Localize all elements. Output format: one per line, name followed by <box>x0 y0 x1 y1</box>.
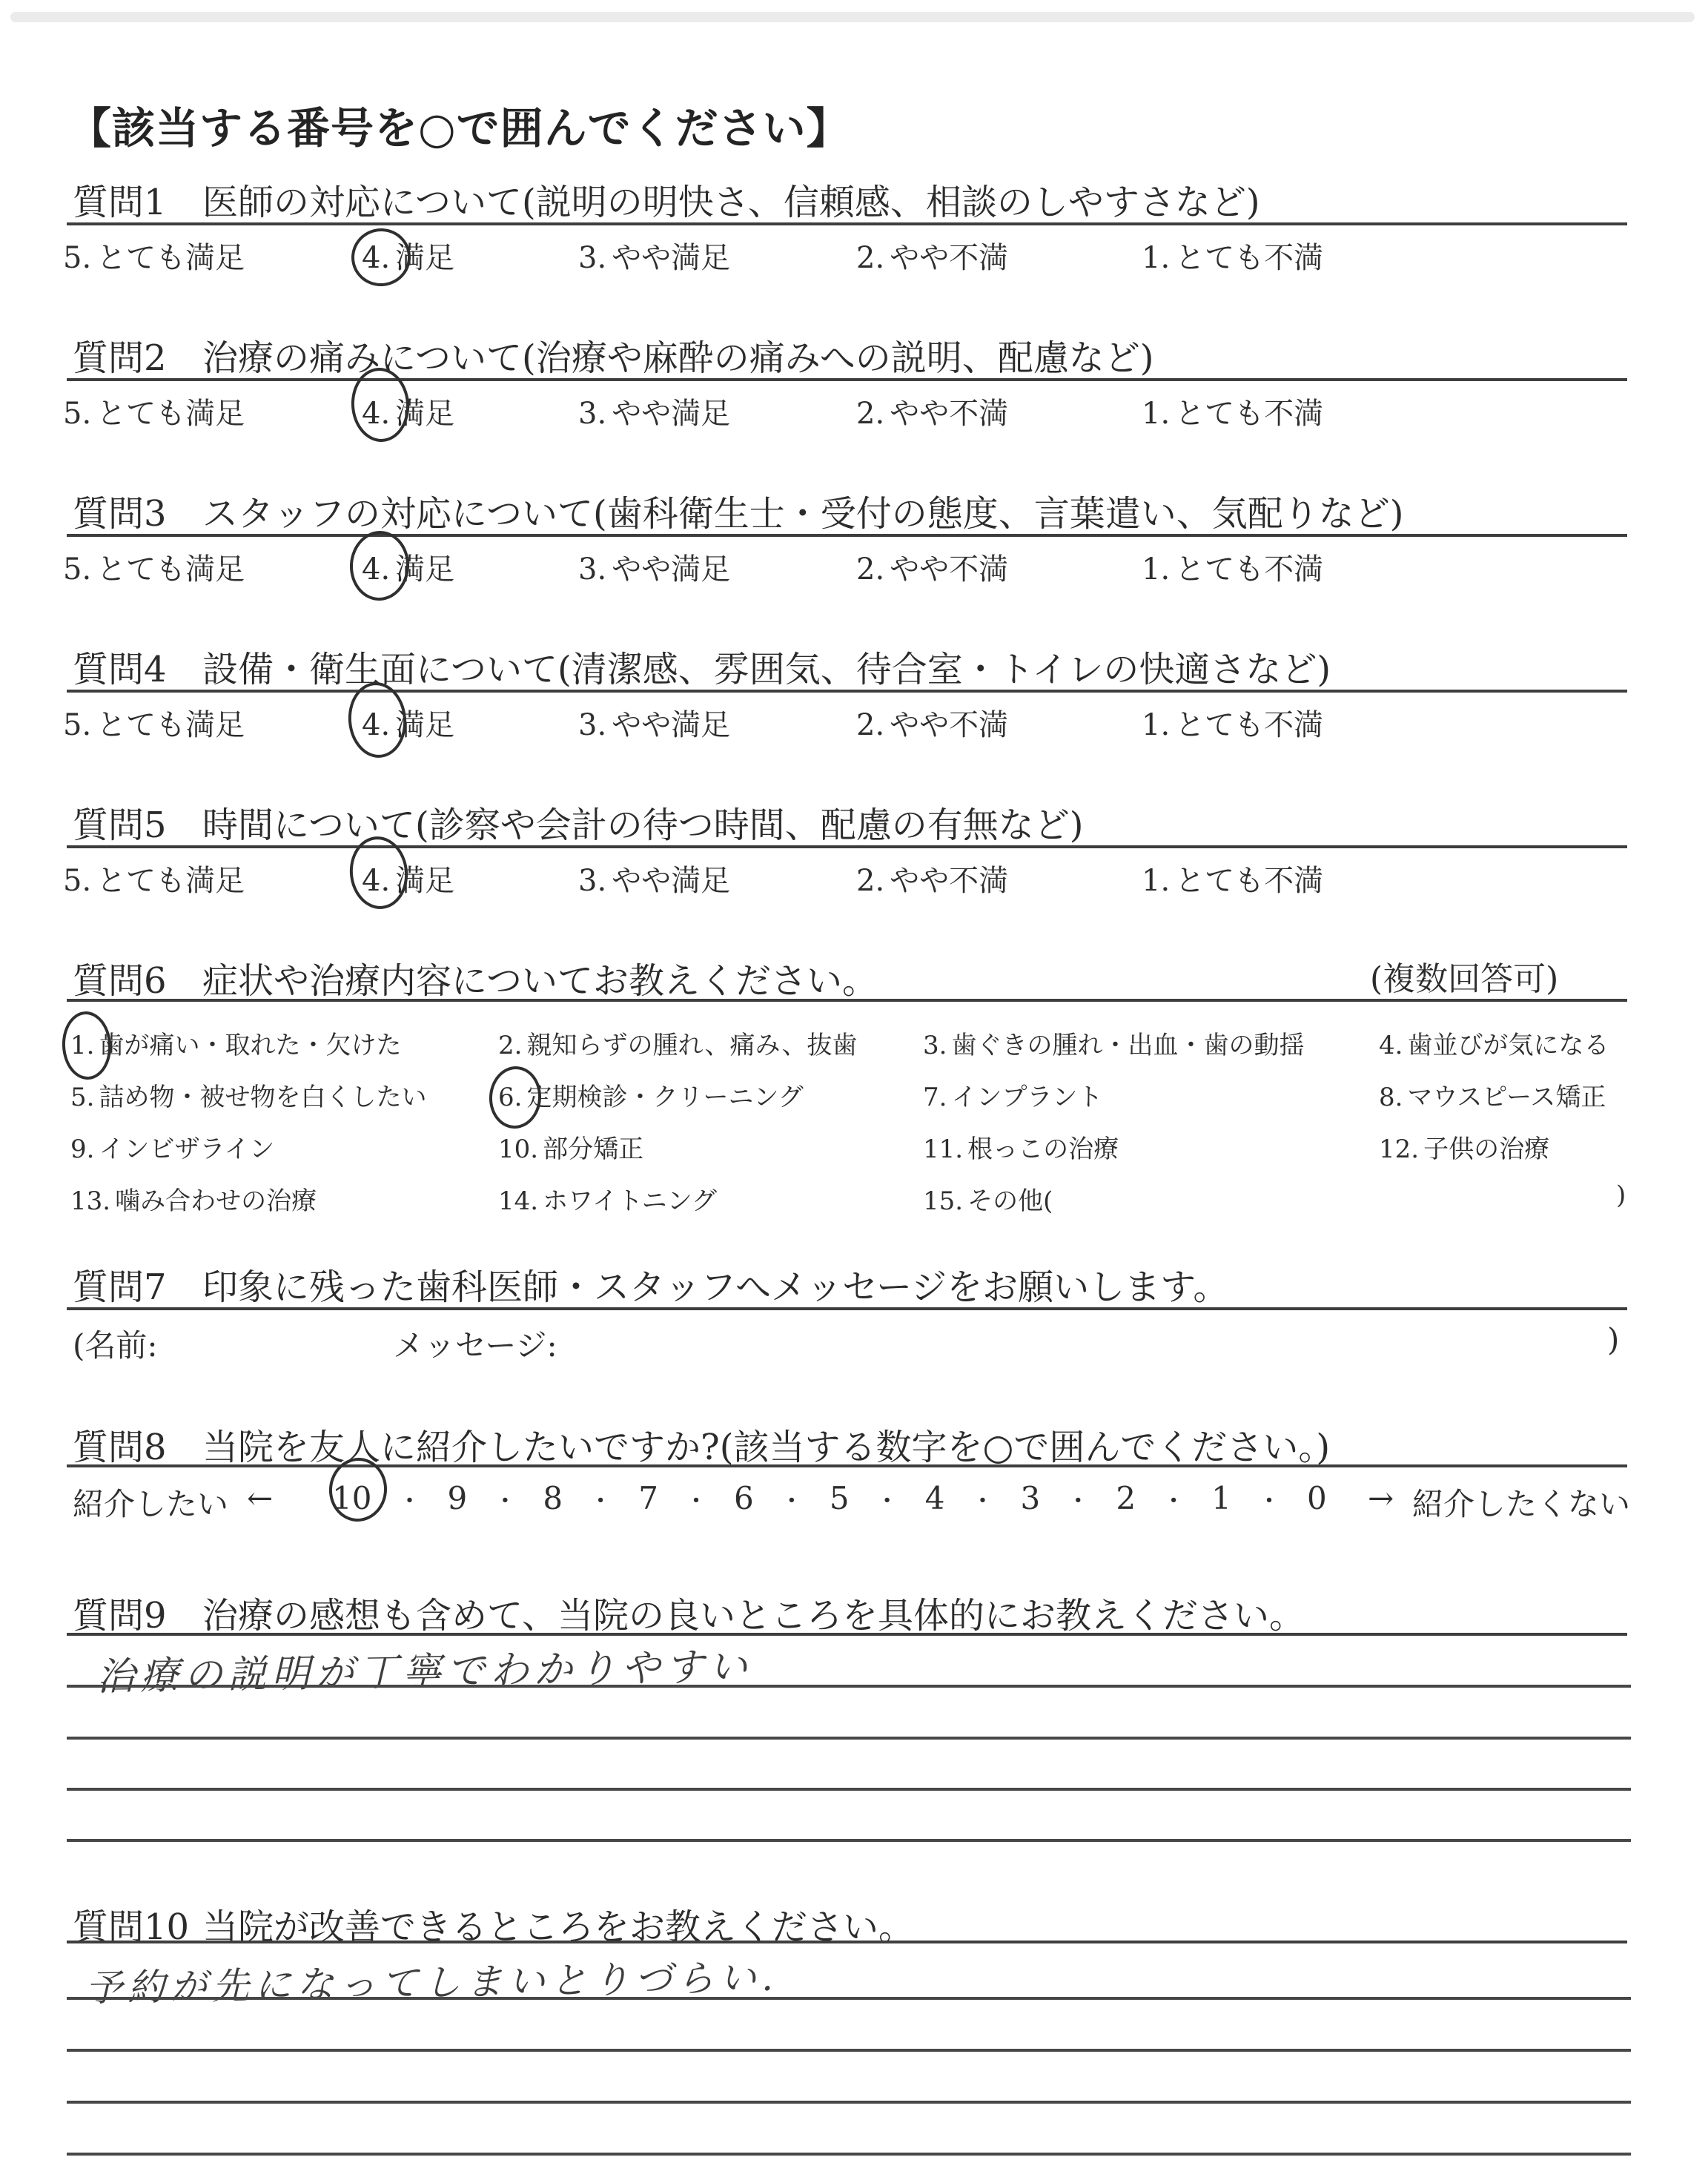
question-number: 質問6 <box>73 960 167 1002</box>
circled-answer-mark <box>61 1010 113 1080</box>
divider-rule <box>67 1307 1627 1310</box>
answer-line <box>67 1839 1631 1842</box>
nps-number-5: 5 <box>829 1480 850 1516</box>
nps-number-10: 10 <box>332 1480 372 1516</box>
name-label: (名前: <box>73 1327 158 1364</box>
question-title <box>73 485 1404 536</box>
question-number: 質問3 <box>73 493 167 535</box>
rating-option-4: 4. 満足 <box>362 552 455 587</box>
rating-option-2: 2. やや不満 <box>856 864 1009 898</box>
handwritten-answer: 治療の説明が丁寧でわかりやすい <box>96 1645 753 1700</box>
rating-option-5: 5. とても満足 <box>63 864 245 898</box>
arrow-left-icon: ← <box>247 1480 274 1516</box>
divider-rule <box>67 999 1627 1002</box>
symptom-option-5: 5. 詰め物・被せ物を白くしたい <box>70 1083 427 1112</box>
nps-number-0: 0 <box>1307 1480 1327 1516</box>
question-number: 質問10 <box>73 1906 190 1948</box>
answer-line <box>67 2153 1631 2156</box>
divider-rule <box>67 222 1627 225</box>
nps-number-7: 7 <box>638 1480 658 1516</box>
nps-dot: ・ <box>970 1487 996 1516</box>
rating-option-5: 5. とても満足 <box>63 708 245 742</box>
rating-option-1: 1. とても不満 <box>1142 552 1324 587</box>
divider-rule <box>67 1941 1627 1943</box>
rating-option-4: 4. 満足 <box>362 241 455 275</box>
nps-number-2: 2 <box>1116 1480 1136 1516</box>
symptom-option-3: 3. 歯ぐきの腫れ・出血・歯の動揺 <box>923 1031 1305 1060</box>
circled-answer-mark <box>487 1065 543 1131</box>
nps-scale <box>332 1480 1327 1523</box>
symptom-option-14: 14. ホワイトニング <box>498 1186 718 1216</box>
rating-option-3: 3. やや満足 <box>578 241 731 275</box>
nps-number-8: 8 <box>543 1480 563 1516</box>
question-number: 質問7 <box>73 1266 167 1308</box>
divider-rule <box>67 1633 1627 1636</box>
rating-option-3: 3. やや満足 <box>578 397 731 431</box>
rating-option-4: 4. 満足 <box>362 708 455 742</box>
question-number: 質問4 <box>73 649 167 690</box>
rating-option-2: 2. やや不満 <box>856 708 1009 742</box>
symptom-option-9: 9. インビザライン <box>70 1135 275 1164</box>
scan-artifact-bar <box>10 12 1695 22</box>
rating-option-3: 3. やや満足 <box>578 708 731 742</box>
nps-dot: ・ <box>683 1487 709 1516</box>
symptom-option-10: 10. 部分矯正 <box>498 1135 644 1164</box>
nps-dot: ・ <box>1065 1487 1091 1516</box>
symptom-option-1: 1. 歯が痛い・取れた・欠けた <box>70 1031 402 1060</box>
question-number: 質問5 <box>73 805 167 846</box>
question-title <box>73 952 878 1003</box>
nps-dot: ・ <box>397 1487 423 1516</box>
divider-rule <box>67 690 1627 693</box>
question-title <box>73 1587 1305 1638</box>
multi-answer-note: (複数回答可) <box>1370 960 1559 998</box>
question-title <box>73 329 1154 380</box>
question-text: 治療の痛みについて(治療や麻酔の痛みへの説明、配慮など) <box>202 337 1154 379</box>
rating-option-5: 5. とても満足 <box>63 397 245 431</box>
other-close-paren: ) <box>1616 1180 1626 1210</box>
question-text: 印象に残った歯科医師・スタッフへメッセージをお願いします。 <box>202 1266 1229 1308</box>
rating-option-3: 3. やや満足 <box>578 552 731 587</box>
rating-option-4: 4. 満足 <box>362 864 455 898</box>
rating-option-2: 2. やや不満 <box>856 241 1009 275</box>
symptom-option-15: 15. その他( <box>923 1186 1053 1216</box>
nps-dot: ・ <box>1256 1487 1282 1516</box>
answer-line <box>67 2049 1631 2052</box>
question-title <box>73 1418 1330 1470</box>
rating-option-1: 1. とても不満 <box>1142 864 1324 898</box>
question-number: 質問2 <box>73 337 167 379</box>
question-number: 質問8 <box>73 1427 167 1468</box>
nps-number-6: 6 <box>734 1480 754 1516</box>
symptom-option-2: 2. 親知らずの腫れ、痛み、抜歯 <box>498 1031 858 1060</box>
question-text: 治療の感想も含めて、当院の良いところを具体的にお教えください。 <box>202 1595 1305 1636</box>
answer-line <box>67 1737 1631 1740</box>
rating-option-1: 1. とても不満 <box>1142 708 1324 742</box>
rating-option-3: 3. やや満足 <box>578 864 731 898</box>
page-heading: 【該当する番号を○で囲んでください】 <box>68 103 850 153</box>
nps-dot: ・ <box>492 1487 518 1516</box>
rating-option-4: 4. 満足 <box>362 397 455 431</box>
question-number: 質問1 <box>73 182 167 223</box>
message-label: メッセージ: <box>393 1327 557 1364</box>
question-text: 当院が改善できるところをお教えください。 <box>202 1906 915 1948</box>
question-title <box>73 796 1084 848</box>
divider-rule <box>67 534 1627 537</box>
nps-dot: ・ <box>778 1487 804 1516</box>
answer-line <box>67 1997 1631 2000</box>
divider-rule <box>67 845 1627 848</box>
close-paren: ) <box>1607 1321 1620 1358</box>
question-text: スタッフの対応について(歯科衛生士・受付の態度、言葉遣い、気配りなど) <box>202 493 1404 535</box>
not-recommend-label: 紹介したくない <box>1412 1486 1631 1522</box>
symptom-option-4: 4. 歯並びが気になる <box>1379 1031 1609 1060</box>
symptom-option-8: 8. マウスピース矯正 <box>1379 1083 1606 1112</box>
question-text: 症状や治療内容についてお教えください。 <box>202 960 878 1002</box>
symptom-option-13: 13. 噛み合わせの治療 <box>70 1186 317 1216</box>
nps-number-3: 3 <box>1020 1480 1041 1516</box>
answer-line <box>67 2101 1631 2104</box>
question-title <box>73 174 1260 225</box>
nps-number-9: 9 <box>447 1480 468 1516</box>
rating-option-5: 5. とても満足 <box>63 241 245 275</box>
answer-line <box>67 1685 1631 1688</box>
question-text: 時間について(診察や会計の待つ時間、配慮の有無など) <box>202 805 1084 846</box>
nps-dot: ・ <box>874 1487 900 1516</box>
nps-number-4: 4 <box>924 1480 945 1516</box>
rating-option-1: 1. とても不満 <box>1142 241 1324 275</box>
symptom-option-7: 7. インプラント <box>923 1083 1103 1112</box>
handwritten-answer: 予約が先になってしまいとりづらい. <box>85 1955 779 2010</box>
question-text: 医師の対応について(説明の明快さ、信頼感、相談のしやすさなど) <box>202 182 1260 223</box>
symptom-option-12: 12. 子供の治療 <box>1379 1135 1550 1164</box>
question-title <box>73 641 1331 692</box>
question-number: 質問9 <box>73 1595 167 1636</box>
symptom-option-6: 6. 定期検診・クリーニング <box>498 1083 804 1112</box>
nps-number-1: 1 <box>1211 1480 1231 1516</box>
rating-option-5: 5. とても満足 <box>63 552 245 587</box>
rating-option-2: 2. やや不満 <box>856 397 1009 431</box>
divider-rule <box>67 378 1627 381</box>
nps-dot: ・ <box>1161 1487 1187 1516</box>
nps-dot: ・ <box>588 1487 614 1516</box>
arrow-right-icon: → <box>1368 1480 1394 1516</box>
question-title <box>73 1258 1228 1309</box>
symptom-option-11: 11. 根っこの治療 <box>923 1135 1119 1164</box>
rating-option-1: 1. とても不満 <box>1142 397 1324 431</box>
divider-rule <box>67 1464 1627 1467</box>
question-text: 設備・衛生面について(清潔感、雰囲気、待合室・トイレの快適さなど) <box>202 649 1331 690</box>
rating-option-2: 2. やや不満 <box>856 552 1009 587</box>
question-text: 当院を友人に紹介したいですか?(該当する数字を○で囲んでください。) <box>202 1427 1331 1468</box>
circled-answer-mark <box>348 529 411 602</box>
recommend-label: 紹介したい <box>73 1486 229 1522</box>
answer-line <box>67 1788 1631 1791</box>
